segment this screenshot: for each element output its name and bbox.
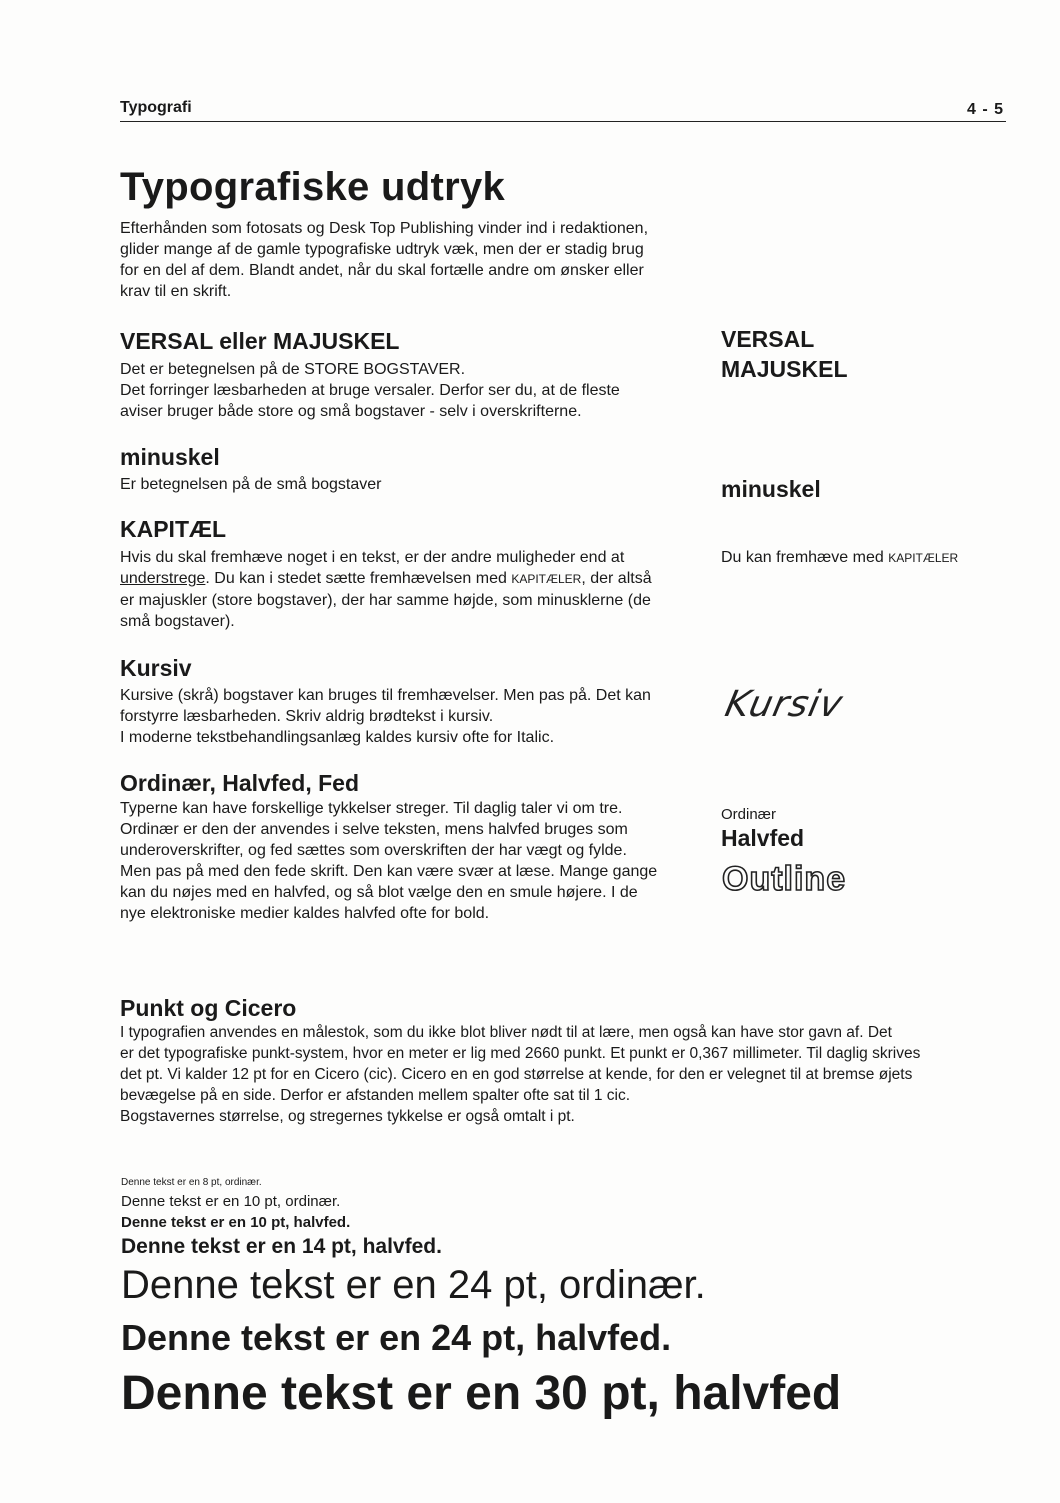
kapitael-side-example: Du kan fremhæve med KAPITÆLER — [721, 549, 959, 566]
kursiv-paragraph — [120, 685, 651, 748]
versal-paragraph — [120, 359, 620, 422]
minuskel-heading: minuskel — [120, 444, 220, 470]
majuskel-side-line: MAJUSKEL — [721, 356, 848, 382]
ordinaer-line: kan du nøjes med en halvfed, og så blot vælge den en smule højere. I de — [120, 884, 638, 901]
punkt-line: er det typografiske punkt-system, hvor en meter er lig med 2660 punkt. Et punkt er 0,367 millimeter. Til daglig skrives — [120, 1045, 921, 1062]
halvfed-side-example: Halvfed — [721, 825, 805, 851]
kursiv-line: Kursive (skrå) bogstaver kan bruges til fremhævelser. Men pas på. Det kan — [120, 687, 651, 704]
punkt-line: Bogstavernes størrelse, og stregernes tykkelse er også omtalt i pt. — [120, 1108, 575, 1125]
small-caps-example: KAPITÆLER — [511, 572, 582, 586]
versal-line: Det forringer læsbarheden at bruge versaler. Derfor ser du, at de fleste — [120, 382, 620, 399]
ordinaer-line: Men pas på med den fede skrift. Den kan være svær at læse. Mange gange — [120, 863, 658, 880]
kapitael-line: er majuskler (store bogstaver), der har samme højde, som minusklerne (de — [120, 592, 651, 609]
kapitael-line: små bogstaver). — [120, 613, 235, 630]
page-number: 4 - 5 — [966, 101, 1004, 118]
kursiv-side-example: Kursiv — [721, 684, 847, 725]
kursiv-line: forstyrre læsbarheden. Skriv aldrig brødtekst i kursiv. — [120, 708, 494, 725]
ordinaer-heading: Ordinær, Halvfed, Fed — [120, 770, 359, 796]
ordinaer-paragraph — [120, 798, 657, 924]
underline-example: understrege — [120, 570, 206, 587]
header-rule — [120, 121, 1006, 122]
minuskel-side-example: minuskel — [721, 476, 821, 502]
ordinaer-line: Ordinær er den der anvendes i selve teksten, mens halvfed bruges som — [120, 821, 628, 838]
punkt-heading: Punkt og Cicero — [120, 995, 297, 1021]
intro-line: Efterhånden som fotosats og Desk Top Publishing vinder ind i redaktionen, — [120, 220, 649, 237]
kapitael-line: Hvis du skal fremhæve noget i en tekst, er der andre muligheder end at — [120, 549, 625, 566]
header-section: Typografi — [120, 99, 192, 116]
sample-24pt: Denne tekst er en 24 pt, ordinær. — [121, 1263, 706, 1307]
sample-8pt: Denne tekst er en 8 pt, ordinær. — [121, 1177, 262, 1188]
intro-paragraph — [120, 218, 648, 302]
punkt-paragraph — [120, 1022, 920, 1127]
minuskel-line: Er betegnelsen på de små bogstaver — [120, 476, 382, 493]
page-title: Typografiske udtryk — [120, 165, 506, 209]
punkt-line: bevægelse på en side. Derfor er afstanden mellem spalter ofte sat til 1 cic. — [120, 1087, 631, 1104]
sample-14pt-bold: Denne tekst er en 14 pt, halvfed. — [121, 1235, 442, 1258]
intro-line: glider mange af de gamle typografiske udtryk væk, men der er stadig brug — [120, 241, 644, 258]
ordinaer-line: Typerne kan have forskellige tykkelser streger. Til daglig taler vi om tre. — [120, 800, 623, 817]
kapitael-line: understrege. Du kan i stedet sætte fremhævelsen med KAPITÆLER, der altså — [120, 570, 652, 587]
sample-10pt: Denne tekst er en 10 pt, ordinær. — [121, 1193, 341, 1210]
sample-30pt-bold: Denne tekst er en 30 pt, halvfed — [121, 1367, 842, 1420]
intro-line: krav til en skrift. — [120, 283, 232, 300]
versal-side-line: VERSAL — [721, 326, 815, 352]
sample-24pt-bold: Denne tekst er en 24 pt, halvfed. — [121, 1317, 672, 1358]
sample-10pt-bold: Denne tekst er en 10 pt, halvfed. — [121, 1214, 351, 1231]
punkt-line: det pt. Vi kalder 12 pt for en Cicero (cic). Cicero en en god størrelse at kende, for den er velegnet til at bremse øjets — [120, 1066, 913, 1083]
versal-heading: VERSAL eller MAJUSKEL — [120, 328, 400, 354]
punkt-line: I typografien anvendes en målestok, som du ikke blot bliver nødt til at lære, men også kan have stor gavn af. Det — [120, 1024, 892, 1041]
outline-side-example: Outline — [722, 860, 847, 898]
kursiv-line: I moderne tekstbehandlingsanlæg kaldes kursiv ofte for Italic. — [120, 729, 555, 746]
ordinaer-line: nye elektroniske medier kaldes halvfed ofte for bold. — [120, 905, 490, 922]
intro-line: for en del af dem. Blandt andet, når du skal fortælle andre om ønsker eller — [120, 262, 644, 279]
kursiv-heading: Kursiv — [120, 655, 192, 681]
kapitael-paragraph — [120, 547, 652, 632]
ordinaer-side-example: Ordinær — [721, 806, 777, 823]
versal-line: Det er betegnelsen på de STORE BOGSTAVER. — [120, 361, 466, 378]
ordinaer-line: underoverskrifter, og fed sættes som overskriften der har vægt og fylde. — [120, 842, 627, 859]
versal-side-example — [721, 324, 848, 384]
versal-line: aviser bruger både store og små bogstaver - selv i overskrifterne. — [120, 403, 582, 420]
kapitael-heading: KAPITÆL — [120, 516, 227, 542]
